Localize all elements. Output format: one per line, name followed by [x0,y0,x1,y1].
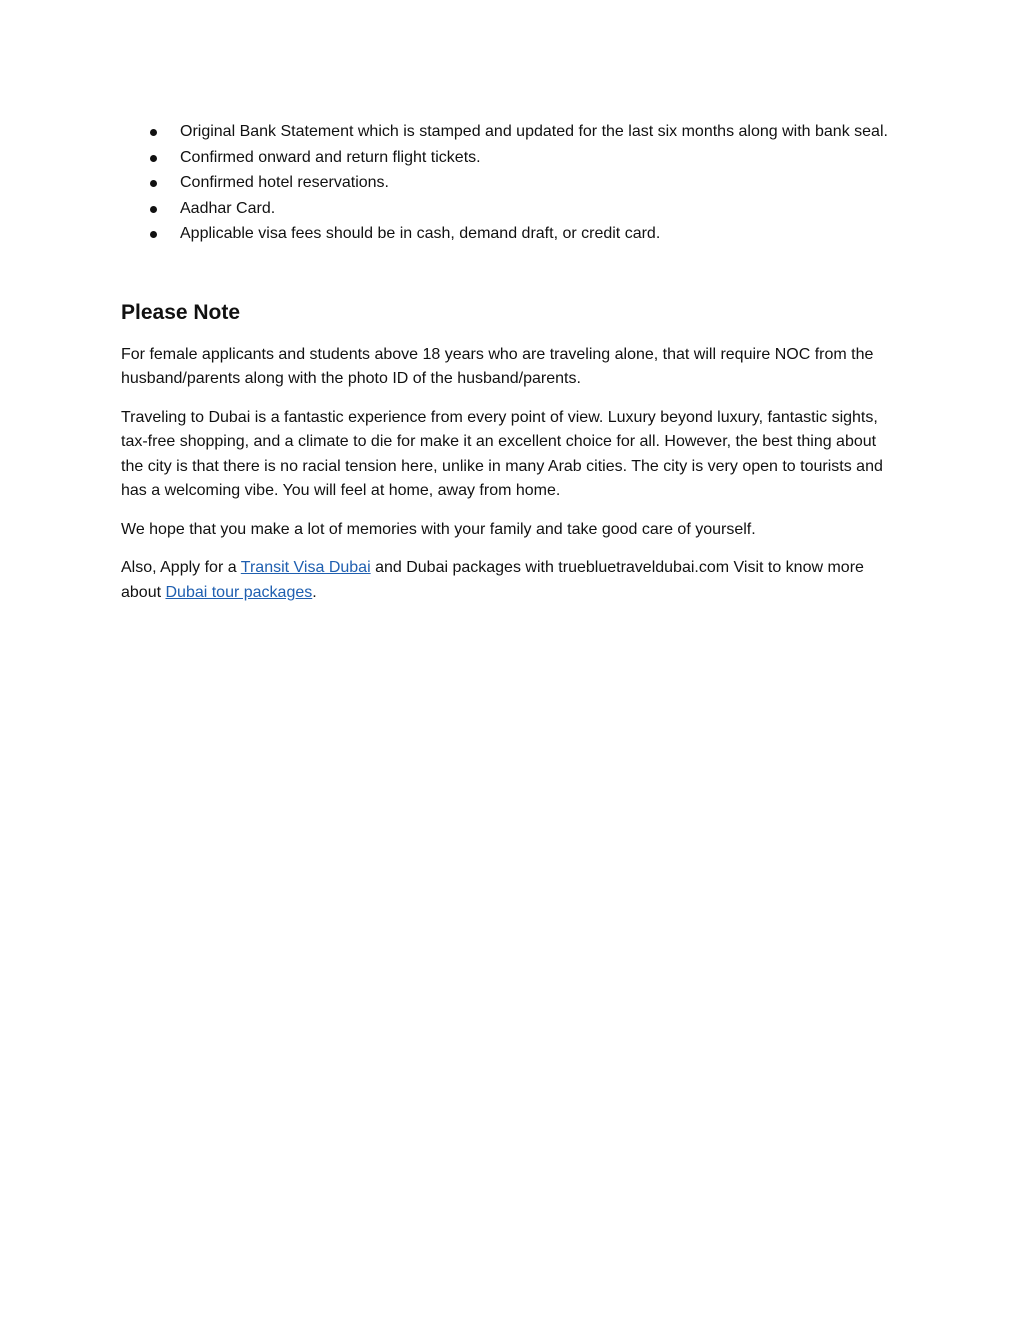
document-page [121,120,893,605]
list-item-text: Original Bank Statement which is stamped and updated for the last six months along with bank seal. [180,123,888,140]
closing-text-after: . [312,583,317,601]
closing-text-before: Also, Apply for a [121,559,241,576]
list-item [121,146,893,171]
paragraph-dubai-experience: Traveling to Dubai is a fantastic experience from every point of view. Luxury beyond luxury, fantastic sights, tax-free shopping, and a climate to die for make it an excellent choice for all. However, the best thing about the city is that there is no racial tension here, unlike in many Arab cities. The city is very open to tourists and has a welcoming vibe. You will feel at home, away from home. [121,408,883,499]
list-item [121,171,893,196]
list-item-text: Confirmed hotel reservations. [180,174,389,191]
section-heading: Please Note [121,300,241,324]
list-item-text: Confirmed onward and return flight tickets. [180,148,481,166]
list-item-text: Applicable visa fees should be in cash, demand draft, or credit card. [180,225,661,242]
transit-visa-dubai-link[interactable]: Transit Visa Dubai [240,559,371,576]
bullet-icon [150,129,157,136]
paragraph-closing [121,556,893,605]
dubai-tour-packages-link[interactable]: Dubai tour packages [165,583,313,601]
list-item-text: Aadhar Card. [180,199,276,217]
closing-text-middle: and Dubai packages with truebluetraveldubai.com Visit to know more about [121,559,864,601]
paragraph-applicants: For female applicants and students above 18 years who are traveling alone, that will require NOC from the husband/parents along with the photo ID of the husband/parents. [121,345,874,387]
bullet-icon [150,231,157,238]
list-item [121,222,893,247]
requirements-list [121,120,893,247]
list-item [121,197,893,222]
bullet-icon [150,155,157,162]
list-item [121,120,893,145]
bullet-icon [150,206,157,213]
bullet-icon [150,180,157,187]
paragraph-memories: We hope that you make a lot of memories with your family and take good care of yourself. [121,520,756,538]
